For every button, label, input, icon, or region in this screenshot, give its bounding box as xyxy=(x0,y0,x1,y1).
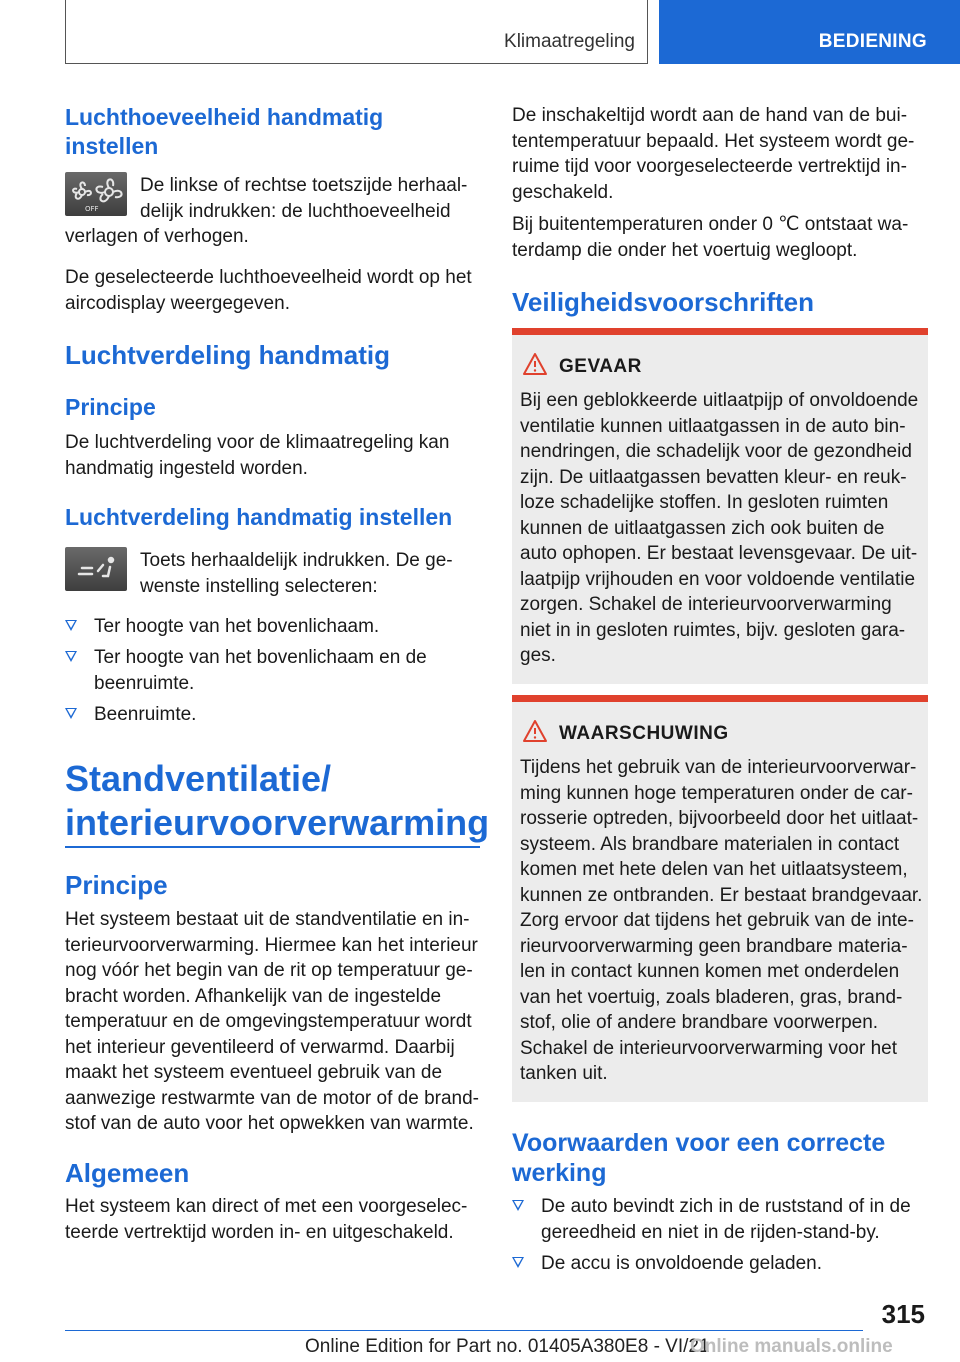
warning-box xyxy=(512,695,928,1102)
svg-text:OFF: OFF xyxy=(85,205,99,213)
heading-distribution-set: Luchtverdeling handmatig instellen xyxy=(65,504,453,530)
warning-triangle-icon xyxy=(522,719,548,743)
heading-safety: Veiligheidsvoorschriften xyxy=(512,287,814,317)
warning-text: Tijdens het gebruik van de interieurvoorverwar-ming kunnen hoge temperaturen onder de car-rosserie optreden, bijvoorbeeld door het uitlaat-systeem. Als brandbare materialen in contact komen met hete delen van het uitlaatsysteem, kunnen ze ontbranden. Er bestaat brandgevaar. Zorg ervoor dat tijdens het gebruik van de inte-rieurvoorverwarming geen brandbare materia-len in contact kunnen komen met onderdelen van het voertuig, zoals bladeren, gras, brand-stof, olie of andere brandbare voorwerpen. Schakel de interieurvoorverwarming voor het tanken uit. xyxy=(520,757,923,1084)
heading-principle-2: Principe xyxy=(65,870,168,900)
bullet-triangle-icon xyxy=(65,651,77,662)
air-amount-text2: De geselecteerde luchthoeveelheid wordt op het aircodisplay weergegeven. xyxy=(65,267,472,314)
heading-principle-1: Principe xyxy=(65,394,156,420)
page-number: 315 xyxy=(881,1299,925,1329)
section-tab xyxy=(659,0,960,64)
danger-title: GEVAAR xyxy=(559,356,642,377)
warning-title: WAARSCHUWING xyxy=(559,723,729,744)
air-distribution-button-icon xyxy=(65,547,127,591)
intro-text-2: Bij buitentemperaturen onder 0 ℃ ontstaat wa-terdamp die onder het voertuig wegloopt. xyxy=(512,214,909,261)
footer-watermark: Online manuals.online xyxy=(690,1336,893,1357)
section-tab-label: BEDIENING xyxy=(818,31,927,52)
bullet-triangle-icon xyxy=(512,1200,524,1211)
intro-text: De inschakeltijd wordt aan de hand van de bui-tentemperatuur bepaald. Het systeem wordt ge-ruime tijd voor voorgeselecteerde vertrektijd in-geschakeld. xyxy=(512,105,915,203)
heading-air-amount: Luchthoeveelheid handmatig instellen xyxy=(65,104,384,159)
danger-text: Bij een geblokkeerde uitlaatpijp of onvoldoende ventilatie kunnen uitlaatgassen in de auto bin-nendringen, die schadelijk voor de gezondheid zijn. De uitlaatgassen bevatten kleur- en reuk-loze schadelijke stoffen. In gesloten ruimten kunnen de uitlaatgassen zich ook buiten de auto ophopen. Er bestaat levensgevaar. De uit-laatpijp vrijhouden en voor voldoende ventilatie zorgen. Schakel de interieurvoorverwarming niet in in gesloten ruimtes, bijv. gesloten gara-ges. xyxy=(520,390,919,666)
heading-general: Algemeen xyxy=(65,1158,190,1188)
danger-bar xyxy=(512,328,928,335)
heading-distribution: Luchtverdeling handmatig xyxy=(65,340,391,370)
heading-standventilation: Standventilatie/ interieurvoorverwarming xyxy=(65,758,490,843)
warning-bar xyxy=(512,695,928,702)
heading-rule xyxy=(65,846,480,848)
warning-triangle-icon xyxy=(522,352,548,376)
danger-box xyxy=(512,328,928,684)
air-amount-text-tail: verlagen of verhogen. xyxy=(65,226,249,247)
section-title: Klimaatregeling xyxy=(504,31,635,52)
air-amount-text-head: De linkse of rechtse toetszijde herhaal- delijk indrukken: de luchthoeveelheid xyxy=(140,175,468,222)
footer-edition: Online Edition for Part no. 01405A380E8 - VI/21 xyxy=(305,1336,710,1357)
footer-rule xyxy=(65,1330,863,1331)
general-text: Het systeem kan direct of met een voorgeselec-teerde vertrektijd worden in- en uitgeschakeld. xyxy=(65,1196,468,1243)
bullet-triangle-icon xyxy=(65,620,77,631)
fan-button-icon xyxy=(65,172,127,216)
heading-conditions: Voorwaarden voor een correcte werking xyxy=(512,1129,886,1187)
principle-1-text: De luchtverdeling voor de klimaatregeling kan handmatig ingesteld worden. xyxy=(65,432,450,479)
principle-2-text: Het systeem bestaat uit de standventilatie en in-terieurvoorverwarming. Hiermee kan het interieur nog vóór het begin van de rit op temperatuur ge-bracht worden. Afhankelijk van de ingestelde temperatuur en de omgevingstemperatuur wordt het interieur geventileerd of verwarmd. Daarbij maakt het systeem eventueel gebruik van de aanwezige restwarmte van de motor of de brand-stof van de auto voor het opwekken van warmte. xyxy=(65,909,479,1134)
bullet-triangle-icon xyxy=(65,708,77,719)
distribution-set-text: Toets herhaaldelijk indrukken. De ge-wenste instelling selecteren: xyxy=(140,550,453,597)
bullet-triangle-icon xyxy=(512,1257,524,1268)
